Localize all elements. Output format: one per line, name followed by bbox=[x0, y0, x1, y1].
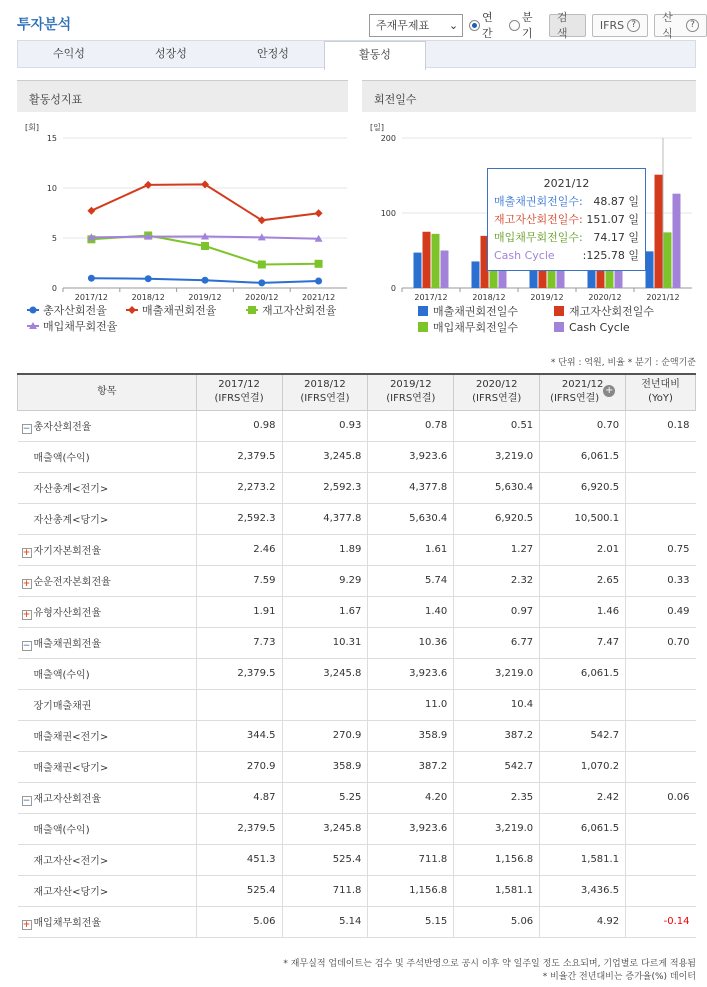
row-label: 장기매출채권 bbox=[18, 689, 197, 720]
table-row bbox=[18, 658, 696, 689]
yoy-cell: 0.33 bbox=[626, 565, 696, 596]
bar bbox=[414, 253, 422, 288]
row-label: 매출채권<전기> bbox=[18, 720, 197, 751]
legend-label: 매입채무회전일수 bbox=[433, 321, 519, 333]
x-tick-label: 2018/12 bbox=[472, 293, 506, 302]
yoy-cell bbox=[626, 813, 696, 844]
value-cell: 1,581.1 bbox=[540, 844, 626, 875]
value-cell: 3,245.8 bbox=[282, 441, 368, 472]
value-cell: 3,245.8 bbox=[282, 813, 368, 844]
collapse-icon[interactable]: − bbox=[22, 423, 31, 434]
x-tick-label: 2017/12 bbox=[74, 293, 109, 302]
value-cell: 451.3 bbox=[196, 844, 282, 875]
unit-note: * 단위 : 억원, 비율 * 분기 : 순액기준 bbox=[550, 358, 696, 368]
table-row bbox=[18, 782, 696, 813]
value-cell: 3,219.0 bbox=[454, 813, 540, 844]
value-cell: 0.70 bbox=[540, 410, 626, 441]
controls bbox=[369, 9, 707, 41]
value-cell: 711.8 bbox=[368, 844, 454, 875]
y-tick-label: 200 bbox=[380, 134, 396, 143]
value-cell: 1,156.8 bbox=[454, 844, 540, 875]
row-label[interactable]: − 매출채권회전율 bbox=[18, 627, 197, 658]
yoy-cell bbox=[626, 751, 696, 782]
value-cell: 6,061.5 bbox=[540, 813, 626, 844]
yoy-cell bbox=[626, 472, 696, 503]
x-tick-label: 2018/12 bbox=[131, 293, 165, 302]
value-cell: 3,245.8 bbox=[282, 658, 368, 689]
value-cell bbox=[540, 689, 626, 720]
bar bbox=[673, 194, 681, 288]
chart-tooltip bbox=[487, 168, 646, 271]
column-header: 2021/12 (IFRS연결)+ bbox=[540, 374, 626, 410]
data-point bbox=[315, 278, 322, 285]
data-point bbox=[201, 242, 209, 250]
tooltip-title: 2021/12 bbox=[543, 177, 590, 190]
value-cell: 2.65 bbox=[540, 565, 626, 596]
legend-label: 매출채권회전율 bbox=[142, 304, 217, 317]
value-cell: 10.4 bbox=[454, 689, 540, 720]
data-point bbox=[87, 207, 95, 215]
tooltip-row: 재고자산회전일수: 151.07 일 bbox=[494, 213, 639, 226]
row-label: 매출액(수익) bbox=[18, 658, 197, 689]
x-tick-label: 2019/12 bbox=[530, 293, 564, 302]
value-cell: 2,379.5 bbox=[196, 813, 282, 844]
value-cell: 5.06 bbox=[454, 906, 540, 937]
value-cell: 2,592.3 bbox=[196, 503, 282, 534]
table-row bbox=[18, 534, 696, 565]
x-tick-label: 2021/12 bbox=[646, 293, 680, 302]
legend-swatch bbox=[554, 306, 564, 316]
row-label[interactable]: + 매입채무회전율 bbox=[18, 906, 197, 937]
value-cell: 5.15 bbox=[368, 906, 454, 937]
row-label[interactable]: + 유형자산회전율 bbox=[18, 596, 197, 627]
value-cell: 7.73 bbox=[196, 627, 282, 658]
footnote: * 재무실적 업데이트는 검수 및 주석반영으로 공시 이후 약 일주일 정도 소요되며, 기업별로 다르게 적용됨 bbox=[283, 959, 696, 969]
table-row bbox=[18, 906, 696, 937]
value-cell: 0.97 bbox=[454, 596, 540, 627]
value-cell: 6,920.5 bbox=[540, 472, 626, 503]
value-cell: 270.9 bbox=[196, 751, 282, 782]
row-label: 재고자산<당기> bbox=[18, 875, 197, 906]
table-row bbox=[18, 441, 696, 472]
column-header: 2018/12 (IFRS연결) bbox=[282, 374, 368, 410]
activity-line-chart bbox=[17, 118, 362, 333]
value-cell: 10.36 bbox=[368, 627, 454, 658]
table-row bbox=[18, 565, 696, 596]
value-cell: 1.61 bbox=[368, 534, 454, 565]
legend-label: 재고자산회전일수 bbox=[569, 305, 655, 318]
y-tick-label: 0 bbox=[390, 284, 396, 293]
legend-label: 총자산회전율 bbox=[43, 304, 107, 317]
yoy-cell: 0.49 bbox=[626, 596, 696, 627]
yoy-cell bbox=[626, 875, 696, 906]
table-row bbox=[18, 689, 696, 720]
column-header: 2019/12 (IFRS연결) bbox=[368, 374, 454, 410]
bar bbox=[655, 175, 663, 288]
legend-swatch bbox=[418, 306, 428, 316]
search-button[interactable]: 검색 bbox=[549, 14, 586, 37]
x-tick-label: 2021/12 bbox=[301, 293, 336, 302]
right-panel-header: 회전일수 bbox=[362, 80, 696, 112]
value-cell: 2,379.5 bbox=[196, 658, 282, 689]
statement-select[interactable]: 주재무제표 ⌄ bbox=[369, 14, 463, 37]
help-icon: ? bbox=[627, 19, 640, 32]
row-label[interactable]: − 재고자산회전율 bbox=[18, 782, 197, 813]
value-cell: 2.32 bbox=[454, 565, 540, 596]
value-cell: 6,061.5 bbox=[540, 441, 626, 472]
value-cell: 3,923.6 bbox=[368, 813, 454, 844]
data-point bbox=[145, 275, 152, 282]
y-axis-unit: [일] bbox=[370, 123, 384, 132]
value-cell: 5.25 bbox=[282, 782, 368, 813]
value-cell: 5,630.4 bbox=[368, 503, 454, 534]
expand-icon[interactable]: + bbox=[22, 547, 31, 558]
data-point bbox=[30, 307, 37, 314]
data-point bbox=[315, 260, 323, 268]
bar bbox=[664, 232, 672, 288]
radio-dot-icon bbox=[469, 20, 480, 31]
activity-table bbox=[17, 373, 696, 938]
expand-icon[interactable]: + bbox=[22, 609, 31, 620]
value-cell: 542.7 bbox=[540, 720, 626, 751]
tab-activity[interactable]: 활동성 bbox=[324, 41, 426, 70]
tab-growth[interactable]: 성장성 bbox=[155, 47, 187, 60]
collapse-icon[interactable]: − bbox=[22, 640, 31, 651]
value-cell: 270.9 bbox=[282, 720, 368, 751]
row-label: 재고자산<전기> bbox=[18, 844, 197, 875]
table-row bbox=[18, 875, 696, 906]
bar bbox=[472, 261, 480, 288]
value-cell: 3,219.0 bbox=[454, 441, 540, 472]
y-tick-label: 0 bbox=[51, 284, 57, 293]
value-cell: 2,592.3 bbox=[282, 472, 368, 503]
row-label[interactable]: + 순운전자본회전율 bbox=[18, 565, 197, 596]
value-cell: 2.35 bbox=[454, 782, 540, 813]
value-cell: 4.87 bbox=[196, 782, 282, 813]
radio-quarter[interactable]: 분기 bbox=[509, 9, 543, 41]
y-tick-label: 15 bbox=[46, 134, 57, 143]
value-cell: 11.0 bbox=[368, 689, 454, 720]
yoy-cell bbox=[626, 441, 696, 472]
row-label[interactable]: + 자기자본회전율 bbox=[18, 534, 197, 565]
value-cell: 358.9 bbox=[282, 751, 368, 782]
value-cell: 542.7 bbox=[454, 751, 540, 782]
value-cell: 0.51 bbox=[454, 410, 540, 441]
column-header: 2020/12 (IFRS연결) bbox=[454, 374, 540, 410]
value-cell: 7.59 bbox=[196, 565, 282, 596]
table-row bbox=[18, 813, 696, 844]
tooltip-row: 매입채무회전일수: 74.17 일 bbox=[494, 231, 639, 244]
legend-label: Cash Cycle bbox=[569, 321, 630, 333]
legend-label: 매입채무회전율 bbox=[43, 320, 118, 333]
row-label: 매출채권<당기> bbox=[18, 751, 197, 782]
row-label: 자산총계<당기> bbox=[18, 503, 197, 534]
value-cell: 10,500.1 bbox=[540, 503, 626, 534]
value-cell: 5,630.4 bbox=[454, 472, 540, 503]
data-point bbox=[248, 306, 256, 314]
value-cell: 5.74 bbox=[368, 565, 454, 596]
formula-button[interactable]: 산식 ? bbox=[654, 14, 707, 37]
value-cell: 525.4 bbox=[196, 875, 282, 906]
row-label: 자산총계<전기> bbox=[18, 472, 197, 503]
table-row bbox=[18, 596, 696, 627]
value-cell: 344.5 bbox=[196, 720, 282, 751]
yoy-cell: 0.70 bbox=[626, 627, 696, 658]
yoy-cell bbox=[626, 658, 696, 689]
value-cell: 4,377.8 bbox=[368, 472, 454, 503]
value-cell: 1.46 bbox=[540, 596, 626, 627]
series-line bbox=[91, 184, 318, 220]
value-cell: 3,219.0 bbox=[454, 658, 540, 689]
table-row bbox=[18, 627, 696, 658]
help-icon: ? bbox=[686, 19, 699, 32]
ifrs-button[interactable]: IFRS ? bbox=[592, 14, 648, 37]
value-cell: 2,379.5 bbox=[196, 441, 282, 472]
value-cell: 2.42 bbox=[540, 782, 626, 813]
y-tick-label: 100 bbox=[380, 209, 396, 218]
value-cell: 4.20 bbox=[368, 782, 454, 813]
value-cell: 525.4 bbox=[282, 844, 368, 875]
bar bbox=[423, 232, 431, 288]
table-row bbox=[18, 472, 696, 503]
data-point bbox=[88, 275, 95, 282]
column-header: 항목 bbox=[18, 374, 197, 410]
value-cell: 387.2 bbox=[454, 720, 540, 751]
expand-icon[interactable]: + bbox=[22, 578, 31, 589]
data-point bbox=[258, 261, 266, 269]
bar bbox=[441, 251, 449, 289]
value-cell: 1.91 bbox=[196, 596, 282, 627]
value-cell: 6.77 bbox=[454, 627, 540, 658]
legend-swatch bbox=[554, 322, 564, 332]
value-cell: 6,061.5 bbox=[540, 658, 626, 689]
value-cell: 1.89 bbox=[282, 534, 368, 565]
chevron-down-icon: ⌄ bbox=[448, 18, 459, 32]
legend-label: 매출채권회전일수 bbox=[433, 305, 519, 318]
expand-plus-icon[interactable]: + bbox=[604, 385, 614, 397]
table-row bbox=[18, 751, 696, 782]
legend-swatch bbox=[418, 322, 428, 332]
left-panel-header: 활동성지표 bbox=[17, 80, 348, 112]
table-row bbox=[18, 844, 696, 875]
value-cell: 1,070.2 bbox=[540, 751, 626, 782]
row-label: 매출액(수익) bbox=[18, 441, 197, 472]
table-body bbox=[18, 410, 696, 937]
yoy-cell: 0.06 bbox=[626, 782, 696, 813]
table-row bbox=[18, 410, 696, 441]
y-tick-label: 5 bbox=[51, 234, 57, 243]
yoy-cell bbox=[626, 503, 696, 534]
value-cell: 1.67 bbox=[282, 596, 368, 627]
value-cell: 3,923.6 bbox=[368, 658, 454, 689]
table-row bbox=[18, 503, 696, 534]
y-axis-unit: [회] bbox=[25, 123, 39, 132]
data-point bbox=[315, 209, 323, 217]
radio-dot-icon bbox=[509, 20, 520, 31]
x-tick-label: 2020/12 bbox=[588, 293, 622, 302]
legend-label: 재고자산회전율 bbox=[262, 304, 337, 317]
page-title: 투자분석 bbox=[17, 17, 72, 33]
data-point bbox=[258, 279, 265, 286]
y-tick-label: 10 bbox=[46, 184, 57, 193]
bar bbox=[646, 251, 654, 288]
footnote: * 비율간 전년대비는 증가율(%) 데이터 bbox=[542, 972, 696, 982]
value-cell: 1,581.1 bbox=[454, 875, 540, 906]
expand-icon[interactable]: + bbox=[22, 919, 31, 930]
data-point bbox=[202, 277, 209, 284]
value-cell bbox=[282, 689, 368, 720]
value-cell: 0.98 bbox=[196, 410, 282, 441]
tab-profitability[interactable]: 수익성 bbox=[53, 47, 85, 60]
value-cell: 711.8 bbox=[282, 875, 368, 906]
data-point bbox=[128, 306, 136, 314]
yoy-cell bbox=[626, 689, 696, 720]
collapse-icon[interactable]: − bbox=[22, 795, 31, 806]
value-cell: 1.27 bbox=[454, 534, 540, 565]
row-label[interactable]: − 총자산회전율 bbox=[18, 410, 197, 441]
yoy-cell: 0.18 bbox=[626, 410, 696, 441]
value-cell: 3,923.6 bbox=[368, 441, 454, 472]
value-cell: 5.06 bbox=[196, 906, 282, 937]
value-cell: 4.92 bbox=[540, 906, 626, 937]
value-cell: 2.46 bbox=[196, 534, 282, 565]
x-tick-label: 2017/12 bbox=[414, 293, 448, 302]
bar bbox=[432, 234, 440, 288]
yoy-cell bbox=[626, 844, 696, 875]
value-cell: 1,156.8 bbox=[368, 875, 454, 906]
value-cell: 2,273.2 bbox=[196, 472, 282, 503]
value-cell: 10.31 bbox=[282, 627, 368, 658]
value-cell: 4,377.8 bbox=[282, 503, 368, 534]
yoy-cell: 0.75 bbox=[626, 534, 696, 565]
value-cell: 387.2 bbox=[368, 751, 454, 782]
value-cell: 3,436.5 bbox=[540, 875, 626, 906]
value-cell: 0.78 bbox=[368, 410, 454, 441]
value-cell: 9.29 bbox=[282, 565, 368, 596]
x-tick-label: 2019/12 bbox=[188, 293, 222, 302]
table-row bbox=[18, 720, 696, 751]
yoy-cell bbox=[626, 720, 696, 751]
tab-stability[interactable]: 안정성 bbox=[257, 47, 289, 60]
value-cell: 5.14 bbox=[282, 906, 368, 937]
yoy-cell: -0.14 bbox=[626, 906, 696, 937]
value-cell: 6,920.5 bbox=[454, 503, 540, 534]
value-cell: 358.9 bbox=[368, 720, 454, 751]
value-cell: 0.93 bbox=[282, 410, 368, 441]
x-tick-label: 2020/12 bbox=[245, 293, 279, 302]
row-label: 매출액(수익) bbox=[18, 813, 197, 844]
value-cell bbox=[196, 689, 282, 720]
value-cell: 7.47 bbox=[540, 627, 626, 658]
table-header-row bbox=[18, 374, 696, 410]
tooltip-row: 매출채권회전일수: 48.87 일 bbox=[494, 195, 639, 208]
value-cell: 2.01 bbox=[540, 534, 626, 565]
value-cell: 1.40 bbox=[368, 596, 454, 627]
column-header: 전년대비 (YoY) bbox=[626, 374, 696, 410]
tab-bar bbox=[17, 40, 696, 68]
column-header: 2017/12 (IFRS연결) bbox=[196, 374, 282, 410]
radio-annual[interactable]: 연간 bbox=[469, 9, 503, 41]
tooltip-row: Cash Cycle :125.78 일 bbox=[494, 249, 639, 262]
